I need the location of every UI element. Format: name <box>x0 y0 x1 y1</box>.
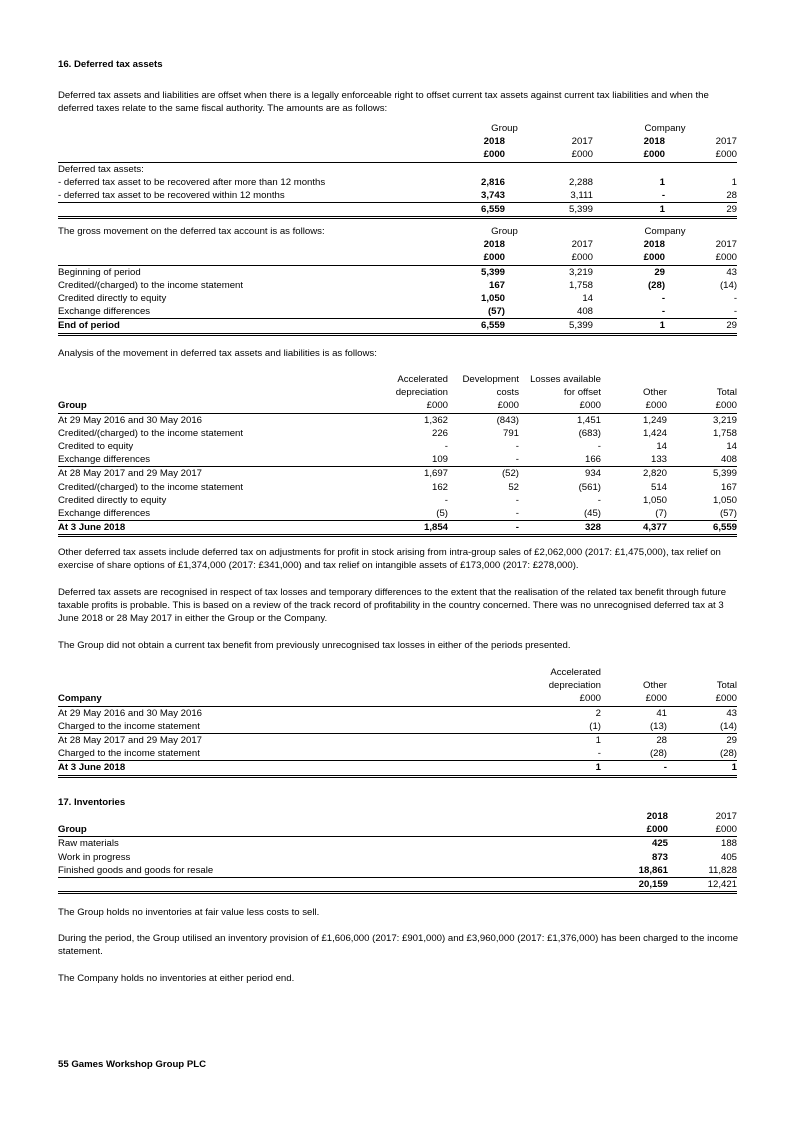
row-label: - deferred tax asset to be recovered after more than 12 months <box>58 176 326 188</box>
t5-year-2018: 2018 <box>646 811 668 822</box>
other-deferred-tax-paragraph: Other deferred tax assets include deferred tax on adjustments for profit in stock arising from intra-group sales of £2,062,000 (2017: £1,475,000), tax relief on exercise of share options of £1,374,000 (2017: £341,000) and tax relief on intangible assets of £173,000 (2017: £278,000). <box>58 547 721 572</box>
t1-year-2017-co: 2017 <box>715 136 738 148</box>
table-row: At 29 May 2016 and 30 May 2016 1,362 (843) 1,451 1,249 3,219 <box>58 414 737 426</box>
t2-unit: £000 <box>593 251 665 265</box>
gross-movement-label: The gross movement on the deferred tax account is as follows: <box>58 226 325 237</box>
t1-unit: £000 <box>416 148 505 162</box>
t2-year-2018: 2018 <box>483 239 505 251</box>
inventory-provision-paragraph: During the period, the Group utilised an inventory provision of £1,606,000 (2017: £901,000) and £3,960,000 (2017: £1,376,000) has been charged to the income statement. <box>58 933 739 958</box>
table-row: Raw materials 425 188 <box>58 838 737 850</box>
t2-group-header: Group <box>491 226 518 237</box>
table-row: Exchange differences 109 - 166 133 408 <box>58 454 737 466</box>
table-row: Credited directly to equity - - - 1,050 1,050 <box>58 494 737 506</box>
t1-company-header: Company <box>644 123 686 134</box>
row-label: Deferred tax assets: <box>58 163 144 175</box>
total-row: At 3 June 2018 1,854 - 328 4,377 6,559 <box>58 521 737 536</box>
inventories-fair-value-paragraph: The Group holds no inventories at fair value less costs to sell. <box>58 907 320 918</box>
page-footer: 55 Games Workshop Group PLC <box>58 1059 207 1070</box>
table-row: Finished goods and goods for resale 18,861 11,828 <box>58 864 737 876</box>
table-row: Credited/(charged) to the income statement 167 1,758 (28) (14) <box>58 279 738 291</box>
table-row: - deferred tax asset to be recovered within 12 months 3,743 3,111 - 28 <box>58 190 738 202</box>
company-table-title: Company <box>58 692 529 706</box>
t5-unit: £000 <box>598 823 668 837</box>
t2-unit: £000 <box>505 251 593 265</box>
t2-unit: £000 <box>416 251 505 265</box>
table-row: - deferred tax asset to be recovered after more than 12 months 2,816 2,288 1 1 <box>58 176 738 188</box>
table-row: Charged to the income statement - (28) (28) <box>58 748 737 760</box>
total-row: 20,159 12,421 <box>58 878 737 893</box>
total-row: End of period 6,559 5,399 1 29 <box>58 319 737 334</box>
table-row: Beginning of period 5,399 3,219 29 43 <box>58 266 738 278</box>
group-table-title: Group <box>58 399 376 413</box>
table-row: Charged to the income statement (1) (13) (14) <box>58 720 737 732</box>
t1-year-2018: 2018 <box>483 136 505 148</box>
inventories-table <box>58 810 737 894</box>
t2-year-2018-co: 2018 <box>643 239 666 251</box>
t2-company-header: Company <box>644 226 686 237</box>
t5-year-2017: 2017 <box>715 811 737 822</box>
section-17-title: 17. Inventories <box>58 797 126 808</box>
table-row: Exchange differences (5) - (45) (7) (57) <box>58 508 737 520</box>
group-movement-table: Accelerated Development Losses available depreciation costs for offset Other Total Group £000 £000 £000 £000 £000 At 29 May 2016 and 30 May 2016 1,362 (843) 1,451 1,249 3,219 Credited/(charged) to the income statement 226 791 (683) 1,424 1,758 Credited to equity - - - 14 14 Exchange differences 109 - 166 133 408 At 28 May 2017 and 29 May 2017 1,697 (52) 934 2,820 5,399 Credited/(charged) to the income statement 162 52 (561) 514 167 Credited directly to equity - - - 1,050 1,050 Exchange differences (5) - (45) (7) (57) At 3 June 2018 1,854 - 328 4,377 6,559 <box>58 373 737 537</box>
tax-benefit-paragraph: The Group did not obtain a current tax benefit from previously unrecognised tax losses in either of the periods presented. <box>58 640 571 651</box>
table-row: Credited/(charged) to the income statement 226 791 (683) 1,424 1,758 <box>58 427 737 439</box>
table-row: Credited/(charged) to the income statement 162 52 (561) 514 167 <box>58 481 737 493</box>
table-row: At 29 May 2016 and 30 May 2016 2 41 43 <box>58 707 737 719</box>
inventories-table-title: Group <box>58 823 598 837</box>
total-row: At 3 June 2018 1 - 1 <box>58 761 737 776</box>
table-row: At 28 May 2017 and 29 May 2017 1 28 29 <box>58 735 737 747</box>
table-row: Exchange differences (57) 408 - - <box>58 306 738 318</box>
section-16-intro: Deferred tax assets and liabilities are offset when there is a legally enforceable right to offset current tax assets against current tax liabilities and when the deferred taxes relate to the same fiscal authority. The amounts are as follows: <box>58 90 709 115</box>
t1-year-2017: 2017 <box>571 136 594 148</box>
recognition-paragraph: Deferred tax assets are recognised in respect of tax losses and temporary differences to the extent that the realisation of the related tax benefit through future taxable profits is probable. This is based on a review of the track record of profitability in the country concerned. There was no unrecognised deferred tax at 3 June 2018 or 28 May 2017 in either the Group or the Company. <box>58 587 727 625</box>
t1-group-header: Group <box>491 123 518 134</box>
total-row: 6,559 5,399 1 29 <box>58 203 737 218</box>
gross-movement-table <box>58 225 737 336</box>
t2-unit: £000 <box>665 251 737 265</box>
table-row: Work in progress 873 405 <box>58 851 737 863</box>
table-row: Credited to equity - - - 14 14 <box>58 441 737 453</box>
analysis-intro: Analysis of the movement in deferred tax assets and liabilities is as follows: <box>58 348 377 359</box>
t2-year-2017: 2017 <box>571 239 594 251</box>
deferred-tax-assets-table <box>58 122 737 219</box>
t2-year-2017-co: 2017 <box>715 239 738 251</box>
table-row: At 28 May 2017 and 29 May 2017 1,697 (52) 934 2,820 5,399 <box>58 468 737 480</box>
t5-unit: £000 <box>668 823 737 837</box>
t1-unit: £000 <box>505 148 593 162</box>
t1-unit: £000 <box>665 148 737 162</box>
company-inventories-paragraph: The Company holds no inventories at either period end. <box>58 973 295 984</box>
table-row <box>58 162 737 176</box>
t1-year-2018-co: 2018 <box>643 136 666 148</box>
row-label: - deferred tax asset to be recovered within 12 months <box>58 189 416 203</box>
company-movement-table: Accelerated depreciation Other Total Company £000 £000 £000 At 29 May 2016 and 30 May 2016 2 41 43 Charged to the income statement (1) (13) (14) At 28 May 2017 and 29 May 2017 1 28 29 Charged to the income statement - (28) (28) At 3 June 2018 1 - 1 <box>58 666 737 778</box>
table-row: Credited directly to equity 1,050 14 - - <box>58 293 738 305</box>
section-16-title: 16. Deferred tax assets <box>58 59 163 70</box>
t1-unit: £000 <box>593 148 665 162</box>
